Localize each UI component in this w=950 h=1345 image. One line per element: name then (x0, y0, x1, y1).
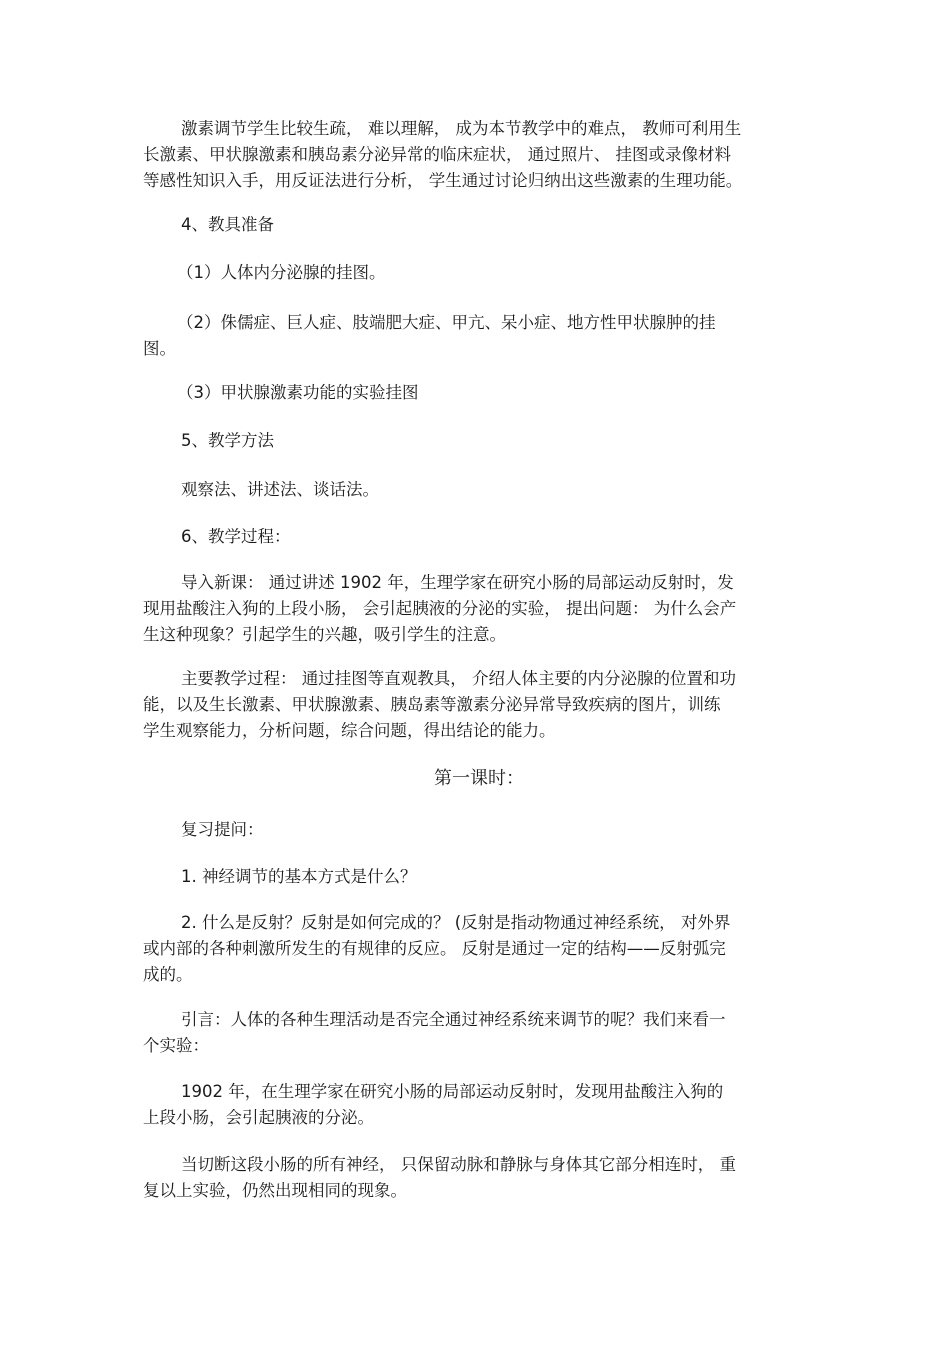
heading-teaching-aids: 4、教具准备 (181, 215, 274, 234)
aid-item-2: （2）侏儒症、巨人症、肢端肥大症、甲亢、呆小症、地方性甲状腺肿的挂 图。 (143, 313, 716, 358)
text-line: 或内部的各种刺激所发生的有规律的反应。 反射是通过一定的结构——反射弧完 (143, 939, 726, 958)
paragraph-experiment-1 (143, 1079, 815, 1131)
text-line: 成的。 (143, 965, 193, 984)
question-2 (143, 910, 815, 988)
text-line: 主要教学过程： 通过挂图等直观教具， 介绍人体主要的内分泌腺的位置和功 (181, 669, 736, 688)
paragraph-main-process (143, 666, 815, 744)
paragraph-introduction (143, 570, 815, 648)
text-line: 2. 什么是反射？反射是如何完成的？ (反射是指动物通过神经系统， 对外界 (181, 913, 731, 932)
text-line: 长激素、甲状腺激素和胰岛素分泌异常的临床症状， 通过照片、 挂图或录像材料 (143, 145, 731, 164)
text-line: 生这种现象？引起学生的兴趣，吸引学生的注意。 (143, 625, 506, 644)
text-line: 复以上实验，仍然出现相同的现象。 (143, 1181, 407, 1200)
paragraph-difficulty (143, 116, 815, 194)
methods-text: 观察法、讲述法、谈话法。 (181, 480, 379, 499)
review-heading: 复习提问： (181, 820, 264, 839)
text-line: 现用盐酸注入狗的上段小肠， 会引起胰液的分泌的实验， 提出问题： 为什么会产 (143, 599, 737, 618)
text-line: 1902 年，在生理学家在研究小肠的局部运动反射时，发现用盐酸注入狗的 (181, 1082, 724, 1101)
text-line: 个实验： (143, 1036, 209, 1055)
question-1: 1. 神经调节的基本方式是什么？ (181, 867, 417, 886)
text-line: 引言：人体的各种生理活动是否完全通过神经系统来调节的呢？我们来看一 (181, 1010, 726, 1029)
heading-teaching-process: 6、教学过程： (181, 527, 291, 546)
paragraph-quote (143, 1007, 815, 1059)
heading-teaching-methods: 5、教学方法 (181, 431, 274, 450)
aid-item-3: （3）甲状腺激素功能的实验挂图 (177, 383, 419, 402)
text-line: 学生观察能力，分析问题，综合问题，得出结论的能力。 (143, 721, 556, 740)
paragraph-experiment-2 (143, 1152, 815, 1204)
aid-item-1: （1）人体内分泌腺的挂图。 (177, 263, 386, 282)
text-line: 当切断这段小肠的所有神经， 只保留动脉和静脉与身体其它部分相连时， 重 (181, 1155, 736, 1174)
text-line: 等感性知识入手，用反证法进行分析， 学生通过讨论归纳出这些激素的生理功能。 (143, 171, 743, 190)
text-line: 上段小肠，会引起胰液的分泌。 (143, 1108, 374, 1127)
text-line: 能，以及生长激素、甲状腺激素、胰岛素等激素分泌异常导致疾病的图片，训练 (143, 695, 721, 714)
text-line: 导入新课： 通过讲述 1902 年，生理学家在研究小肠的局部运动反射时，发 (181, 573, 734, 592)
lesson-title: 第一课时： (434, 768, 524, 789)
text-line: 激素调节学生比较生疏， 难以理解， 成为本节教学中的难点， 教师可利用生 (181, 119, 742, 138)
